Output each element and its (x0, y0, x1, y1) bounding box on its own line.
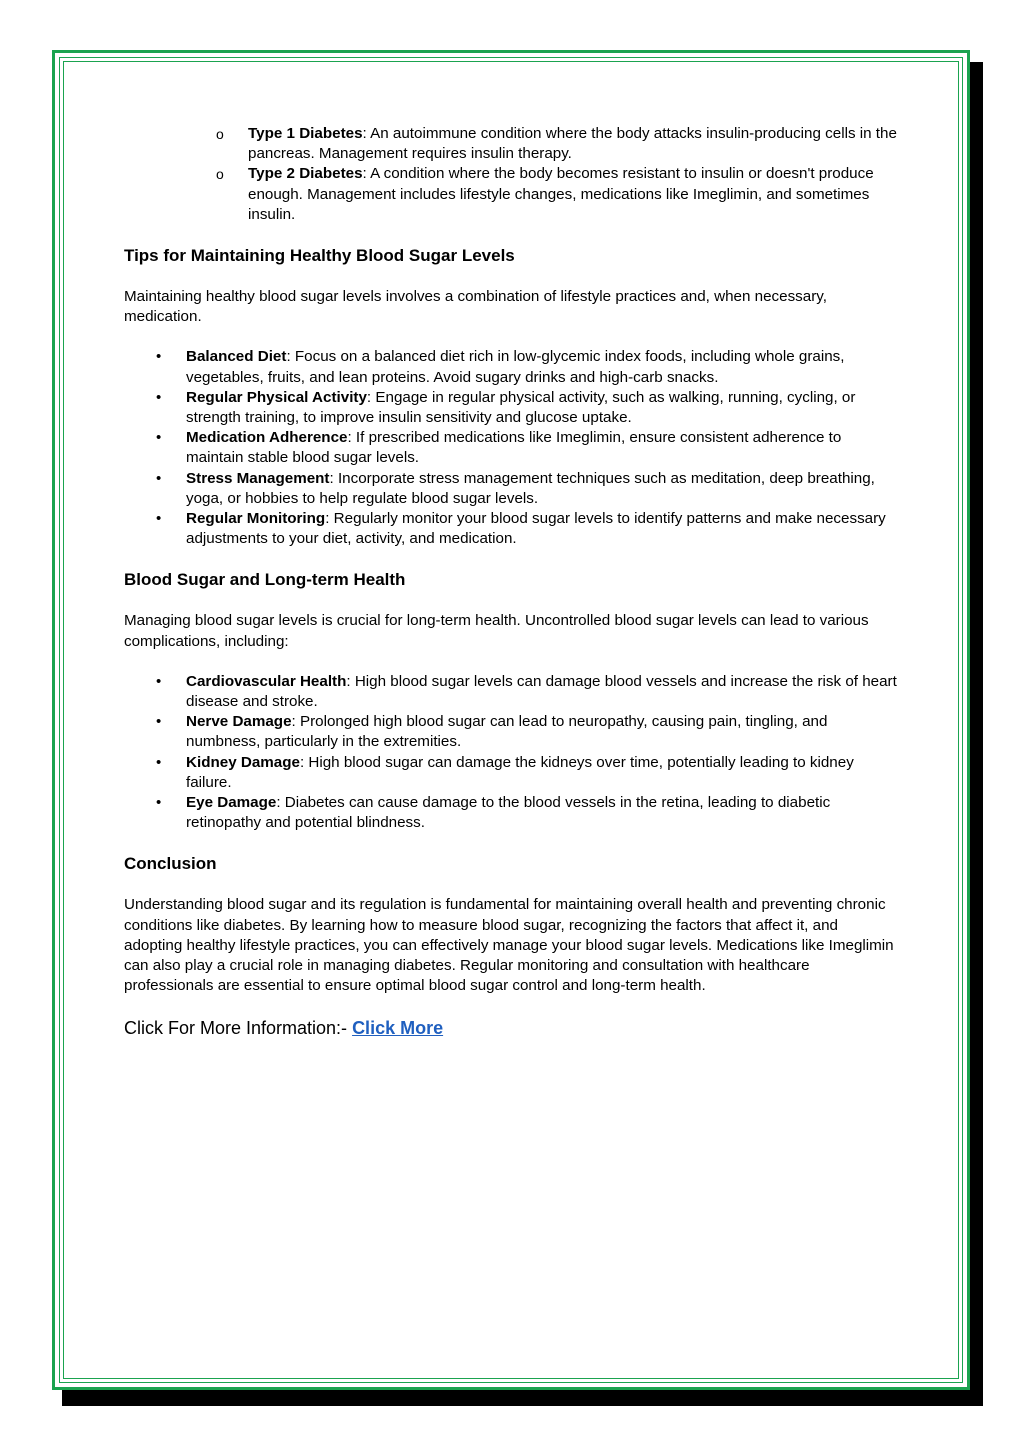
list-item-term: Regular Physical Activity (186, 388, 367, 406)
bullet-icon: • (156, 429, 162, 447)
list-item-text: : An autoimmune condition where the body attacks insulin-producing cells in the pancreas. Management requires insulin therapy. (248, 125, 897, 163)
list-item-term: Stress Management (186, 469, 330, 487)
list-item (156, 469, 899, 509)
list-item-term: Regular Monitoring (186, 510, 326, 528)
bullet-icon: • (156, 348, 162, 366)
list-item-term: Nerve Damage (186, 713, 292, 731)
bullet-icon: • (156, 469, 162, 487)
longterm-intro: Managing blood sugar levels is crucial for long-term health. Uncontrolled blood sugar levels can lead to various complications, including: (124, 612, 869, 650)
list-item-text: : High blood sugar levels can damage blood vessels and increase the risk of heart disease and stroke. (186, 672, 897, 711)
list-item (156, 753, 899, 793)
list-item (156, 428, 899, 468)
conclusion-heading: Conclusion (124, 854, 217, 874)
tips-intro: Maintaining healthy blood sugar levels involves a combination of lifestyle practices and, when necessary, medication. (124, 288, 827, 326)
list-item-text: : Focus on a balanced diet rich in low-glycemic index foods, including whole grains, vegetables, fruits, and lean proteins. Avoid sugary drinks and high-carb snacks. (186, 348, 845, 386)
longterm-heading: Blood Sugar and Long-term Health (124, 570, 406, 590)
list-item-text: : A condition where the body becomes resistant to insulin or doesn't produce enough. Management includes lifestyle changes, medications like Imeglimin, and sometimes insulin. (248, 165, 874, 223)
list-item-text: : Diabetes can cause damage to the blood vessels in the retina, leading to diabetic retinopathy and potential blindness. (186, 794, 831, 832)
tips-heading: Tips for Maintaining Healthy Blood Sugar Levels (124, 246, 515, 266)
list-item-text: : Prolonged high blood sugar can lead to neuropathy, causing pain, tingling, and numbness, particularly in the extremities. (186, 713, 828, 751)
list-item-text: : Regularly monitor your blood sugar levels to identify patterns and make necessary adjustments to your diet, activity, and medication. (186, 510, 886, 548)
list-item-term: Type 2 Diabetes (248, 165, 363, 183)
bullet-icon: • (156, 794, 162, 812)
list-item-text: : If prescribed medications like Imeglimin, ensure consistent adherence to maintain stable blood sugar levels. (186, 429, 842, 467)
complications-list (124, 672, 899, 834)
list-item-term: Medication Adherence (186, 429, 348, 447)
list-item (156, 793, 899, 833)
bullet-icon: • (156, 753, 162, 771)
more-info-line (124, 1017, 899, 1039)
list-item-text: : High blood sugar can damage the kidneys over time, potentially leading to kidney failure. (186, 753, 854, 791)
diabetes-types-list (124, 124, 899, 225)
bullet-icon: • (156, 388, 162, 406)
click-more-link[interactable]: Click More (352, 1017, 444, 1038)
bullet-icon: • (156, 510, 162, 528)
list-item-term: Type 1 Diabetes (248, 125, 363, 142)
list-item (156, 347, 899, 387)
list-item (156, 712, 899, 752)
list-item-text: : Engage in regular physical activity, such as walking, running, cycling, or strength training, to improve insulin sensitivity and glucose uptake. (186, 388, 856, 427)
list-item (216, 124, 899, 164)
bullet-icon: • (156, 713, 162, 731)
list-item (156, 509, 899, 549)
list-item-term: Balanced Diet (186, 348, 287, 366)
circle-bullet-icon: o (216, 126, 224, 142)
bullet-icon: • (156, 672, 162, 690)
list-item (156, 672, 899, 712)
list-item-term: Cardiovascular Health (186, 672, 347, 690)
list-item-text: : Incorporate stress management techniques such as meditation, deep breathing, yoga, or hobbies to help regulate blood sugar levels. (186, 469, 875, 507)
circle-bullet-icon: o (216, 166, 224, 183)
list-item (156, 388, 899, 428)
list-item-term: Kidney Damage (186, 753, 300, 771)
conclusion-text: Understanding blood sugar and its regulation is fundamental for maintaining overall health and preventing chronic conditions like diabetes. By learning how to measure blood sugar, recognizing the factors that affect it, and adopting healthy lifestyle practices, you can effectively manage your blood sugar levels. Medications like Imeglimin can also play a crucial role in managing diabetes. Regular monitoring and consultation with healthcare professionals are essential to ensure optimal blood sugar control and long-term health. (124, 896, 894, 995)
list-item-term: Eye Damage (186, 794, 277, 812)
list-item (216, 164, 899, 225)
more-info-label: Click For More Information:- (124, 1017, 353, 1038)
document-content (124, 124, 899, 1039)
tips-list (124, 347, 899, 549)
